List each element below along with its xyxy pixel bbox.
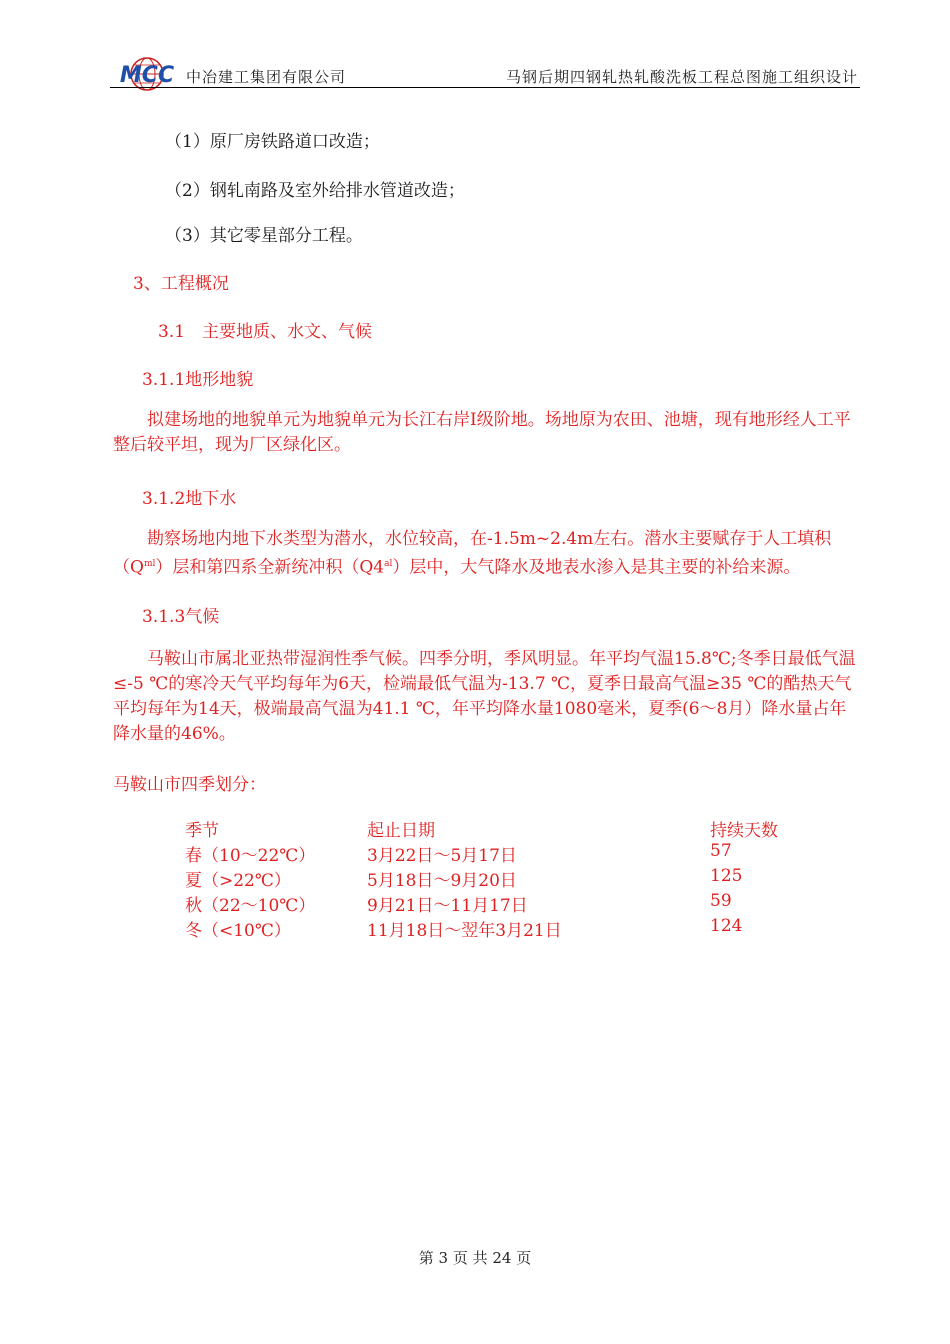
section-heading: 3、工程概况 — [133, 274, 229, 294]
date-range-cell: 3月22日～5月17日 — [367, 846, 517, 866]
document-title: 马钢后期四钢轧热轧酸洗板工程总图施工组织设计 — [505, 68, 858, 86]
season-cell: 夏（>22℃） — [185, 871, 291, 891]
season-cell: 冬（<10℃） — [185, 921, 291, 941]
scope-item-2: （2）钢轧南路及室外给排水管道改造； — [165, 181, 465, 201]
table-row — [185, 891, 805, 916]
svg-text:MCC: MCC — [119, 63, 175, 88]
scope-item-1: （1）原厂房铁路道口改造； — [165, 132, 380, 152]
season-cell: 春（10～22℃） — [185, 846, 316, 866]
header-divider — [110, 87, 860, 88]
table-row — [185, 841, 805, 866]
scope-item-3: （3）其它零星部分工程。 — [165, 226, 363, 246]
table-header-row — [185, 816, 805, 841]
date-range-cell: 9月21日～11月17日 — [367, 896, 528, 916]
column-header: 起止日期 — [367, 821, 435, 841]
table-row — [185, 866, 805, 891]
subsection-climate-heading: 3.1.3气候 — [142, 607, 220, 627]
column-header: 持续天数 — [710, 821, 778, 841]
page-number: 第 3 页 共 24 页 — [418, 1249, 532, 1267]
days-cell: 59 — [710, 891, 732, 911]
subsection-heading: 3.1 主要地质、水文、气候 — [158, 322, 373, 342]
terrain-paragraph: 拟建场地的地貌单元为地貌单元为长江右岸Ⅰ级阶地。场地原为农田、池塘，现有地形经人工平整后较平坦，现为厂区绿化区。 — [113, 410, 851, 455]
days-cell: 124 — [710, 916, 743, 936]
date-range-cell: 11月18日～翌年3月21日 — [367, 921, 562, 941]
season-table — [185, 816, 805, 941]
days-cell: 57 — [710, 841, 732, 861]
column-header: 季节 — [185, 821, 219, 841]
seasons-intro: 马鞍山市四季划分： — [113, 775, 266, 795]
company-name: 中冶建工集团有限公司 — [186, 68, 347, 86]
climate-paragraph: 马鞍山市属北亚热带湿润性季气候。四季分明，季风明显。年平均气温15.8℃;冬季日最低气温≤-5 ℃的寒冷天气平均每年为6天，检端最低气温为-13.7 ℃，夏季日最高气温≥35 ℃的酷热天气平均每年为14天，极端最高气温为41.1 ℃，年平均降水量1080毫米，夏季(6～8月）降水量占年降水量的46%。 — [113, 649, 856, 744]
days-cell: 125 — [710, 866, 743, 886]
date-range-cell: 5月18日～9月20日 — [367, 871, 517, 891]
season-cell: 秋（22～10℃） — [185, 896, 316, 916]
subsection-groundwater-heading: 3.1.2地下水 — [142, 489, 237, 509]
groundwater-paragraph: 勘察场地内地下水类型为潜水，水位较高，在-1.5m~2.4m左右。潜水主要赋存于人工填积$(Q^{ml})$层和第四系全新统冲积$(Q4^{al})$层中，大气降水及地表水渗入是其主要的补给来源。 — [113, 529, 832, 578]
subsection-terrain-heading: 3.1.1地形地貌 — [142, 370, 254, 390]
table-row — [185, 916, 805, 941]
